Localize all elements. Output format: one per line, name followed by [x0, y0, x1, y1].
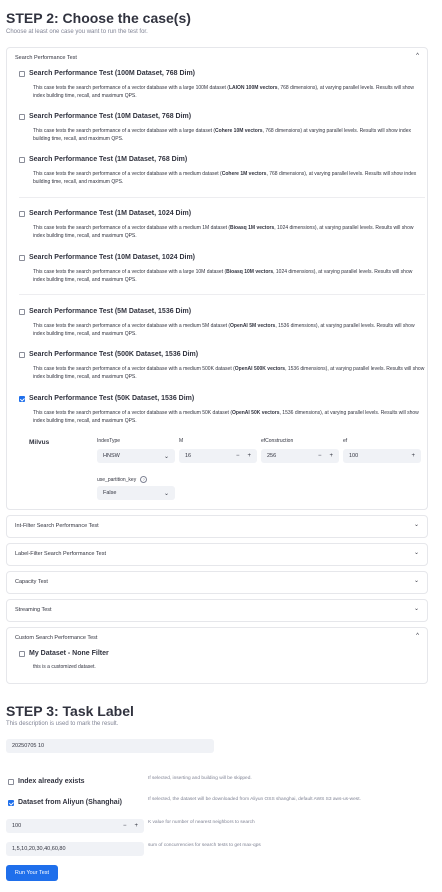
m-label: M [179, 438, 184, 444]
aliyun-checkbox[interactable]: Dataset from Aliyun (Shanghai) [8, 799, 122, 806]
concurrency-input[interactable]: 1,5,10,20,30,40,60,80 [6, 842, 144, 856]
minus-icon[interactable]: − [235, 453, 240, 459]
case-title: Search Performance Test (100M Dataset, 768 Dim) [29, 70, 195, 77]
panel-header-label: Int-Filter Search Performance Test [15, 523, 99, 529]
divider [19, 294, 425, 295]
panel-header-label[interactable]: Search Performance Test [15, 55, 77, 61]
case-description: This case tests the search performance of a vector database with a medium 50K dataset (OpenAI 50K vectors, 1536 dimensions), at varying parallel levels. Results will show index building time, recall, and maximum QPS. [33, 410, 419, 424]
plus-icon[interactable]: + [247, 453, 251, 459]
divider [19, 197, 425, 198]
chevron-down-icon[interactable]: ⌄ [413, 522, 419, 528]
minus-icon[interactable]: − [317, 453, 322, 459]
case-my-dataset[interactable] [19, 650, 109, 657]
checkbox[interactable] [19, 211, 25, 217]
plus-icon[interactable]: + [134, 823, 138, 829]
chevron-down-icon[interactable]: ⌄ [413, 578, 419, 584]
concurrency-hint: sum of concurrencies for search tests to get max-qps [148, 843, 261, 848]
plus-icon[interactable]: + [329, 453, 333, 459]
streaming-panel[interactable] [6, 599, 428, 622]
case-100m-768[interactable] [19, 70, 195, 77]
partition-key-select[interactable]: False ⌄ [97, 486, 175, 500]
aliyun-hint: If selected, the dataset will be downloaded from Aliyun OSS shanghai, default AWS S3 aws-us-west. [148, 797, 361, 802]
index-exists-checkbox[interactable]: Index already exists [8, 778, 85, 785]
run-test-button[interactable]: Run Your Test [6, 865, 58, 881]
efconstruction-label: efConstruction [261, 438, 294, 444]
step2-subtitle: Choose at least one case you want to run the test for. [6, 29, 148, 35]
ef-label: ef [343, 438, 348, 444]
case-description: This case tests the search performance of a vector database with a medium 5M dataset (OpenAI 5M vectors, 1536 dimensions), at varying parallel levels. Results will show index building time, recall, and maximum QPS. [33, 323, 415, 337]
ef-stepper[interactable]: 100 + [343, 449, 421, 463]
case-description: This case tests the search performance of a vector database with a large 10M dataset (Bioasq 10M vectors, 1024 dimensions), at varying parallel levels. Results will show index building time, recall, and maximum QPS. [33, 269, 413, 283]
index-type-label: IndexType [97, 438, 121, 444]
case-title: My Dataset - None Filter [29, 650, 109, 657]
case-500k-1536[interactable] [19, 351, 198, 358]
m-stepper[interactable]: 16 − + [179, 449, 257, 463]
case-title: Search Performance Test (50K Dataset, 1536 Dim) [29, 395, 195, 402]
chevron-down-icon[interactable]: ⌄ [413, 606, 419, 612]
panel-header-label: Label-Filter Search Performance Test [15, 551, 106, 557]
case-50k-1536[interactable] [19, 395, 194, 402]
checkbox-checked[interactable] [8, 800, 14, 806]
case-description: this is a customized dataset. [33, 664, 96, 670]
step2-title: STEP 2: Choose the case(s) [6, 10, 191, 26]
step3-subtitle: This description is used to mark the result. [6, 721, 119, 727]
index-exists-hint: If selected, inserting and building will be skipped. [148, 776, 252, 781]
panel-header-label: Capacity Test [15, 579, 48, 585]
case-5m-1536[interactable] [19, 308, 191, 315]
case-10m-1024[interactable] [19, 254, 195, 261]
checkbox[interactable] [19, 114, 25, 120]
minus-icon[interactable]: − [122, 823, 127, 829]
capacity-panel[interactable] [6, 571, 428, 594]
case-title: Search Performance Test (10M Dataset, 768 Dim) [29, 113, 192, 120]
panel-header-label[interactable]: Custom Search Performance Test [15, 635, 98, 641]
index-type-select[interactable]: HNSW ⌄ [97, 449, 175, 463]
chevron-down-icon: ⌄ [163, 490, 169, 497]
case-title: Search Performance Test (5M Dataset, 1536 Dim) [29, 308, 192, 315]
case-description: This case tests the search performance of a vector database with a medium 1M dataset (Bioasq 1M vectors, 1024 dimensions), at varying parallel levels. Results will show index building time, recall, and maximum QPS. [33, 225, 414, 239]
label-filter-panel[interactable] [6, 543, 428, 566]
db-label: Milvus [29, 439, 50, 446]
checkbox-checked[interactable] [19, 396, 25, 402]
case-description: This case tests the search performance of a vector database with a medium 500K dataset (OpenAI 500K vectors, 1536 dimensions), at varying parallel levels. Results will show index building time, recall, and maximum QPS. [33, 366, 425, 380]
chevron-down-icon: ⌄ [163, 453, 169, 460]
case-title: Search Performance Test (1M Dataset, 1024 Dim) [29, 210, 192, 217]
case-title: Search Performance Test (10M Dataset, 1024 Dim) [29, 254, 195, 261]
checkbox[interactable] [19, 651, 25, 657]
case-1m-1024[interactable] [19, 210, 191, 217]
chevron-up-icon[interactable]: ^ [416, 633, 419, 639]
checkbox[interactable] [19, 309, 25, 315]
case-title: Search Performance Test (500K Dataset, 1536 Dim) [29, 351, 199, 358]
step3-title: STEP 3: Task Label [6, 703, 134, 719]
panel-header-label: Streaming Test [15, 607, 52, 613]
checkbox[interactable] [19, 255, 25, 261]
plus-icon[interactable]: + [411, 453, 415, 459]
search-performance-panel [6, 47, 428, 510]
checkbox[interactable] [19, 157, 25, 163]
task-label-input[interactable]: 20250705 10 [6, 739, 214, 753]
checkbox[interactable] [8, 779, 14, 785]
k-stepper[interactable]: 100 − + [6, 819, 144, 833]
chevron-down-icon[interactable]: ⌄ [413, 550, 419, 556]
case-title: Search Performance Test (1M Dataset, 768 Dim) [29, 156, 188, 163]
efconstruction-stepper[interactable]: 256 − + [261, 449, 339, 463]
case-description: This case tests the search performance of a vector database with a large dataset (Cohere 10M vectors, 768 dimensions) at varying parallel levels. Results will show index building time, recall, and maximum QPS. [33, 128, 411, 142]
checkbox[interactable] [19, 71, 25, 77]
chevron-up-icon[interactable]: ^ [416, 53, 419, 59]
partition-key-label: use_partition_key ? [97, 476, 147, 483]
help-icon[interactable]: ? [140, 476, 147, 483]
case-description: This case tests the search performance of a vector database with a medium dataset (Cohere 1M vectors, 768 dimensions), at varying parallel levels. Results will show index building time, recall, and maximum QPS. [33, 171, 417, 185]
case-1m-768[interactable] [19, 156, 187, 163]
case-description: This case tests the search performance of a vector database with a large 100M dataset (LAION 100M vectors, 768 dimensions), at varying parallel levels. Results will show index building time, recall, and maximum QPS. [33, 85, 415, 99]
case-10m-768[interactable] [19, 113, 191, 120]
int-filter-panel[interactable] [6, 515, 428, 538]
k-hint: K value for number of nearest neighbors to search [148, 820, 255, 825]
custom-search-panel [6, 627, 428, 684]
checkbox[interactable] [19, 352, 25, 358]
